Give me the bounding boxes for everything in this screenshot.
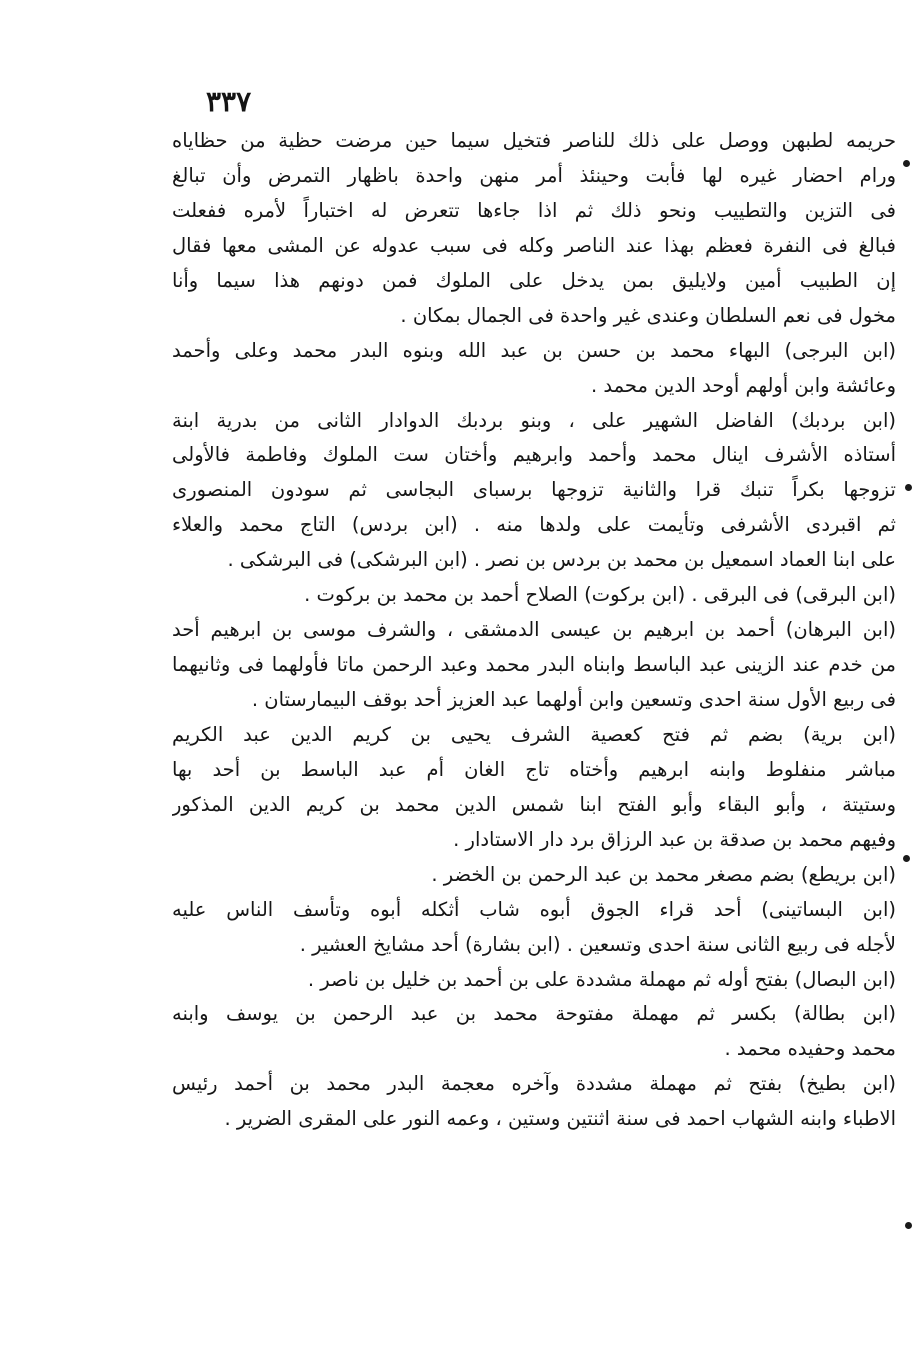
text-line: (ابن بطيخ) بفتح ثم مهملة مشددة وآخره معجمة البدر محمد بن أحمد رئيس	[172, 1072, 896, 1096]
text-line: (ابن البصال) بفتح أوله ثم مهملة مشددة على بن أحمد بن خليل بن ناصر .	[307, 967, 896, 991]
text-line: ورام احضار غيره لها فأبت وحينئذ أمر منهن واحدة باظهار التمرض وأن تبالغ	[172, 163, 896, 187]
text-line: ثم اقبردى الأشرفى وتأيمت على ولدها منه . (ابن بردس) التاج محمد والعلاء	[172, 513, 896, 537]
text-line: فى ربيع الأول سنة احدى وتسعين وابن أولهما عبد العزيز أحد بوقف البيمارستان .	[251, 688, 896, 711]
text-line: (ابن البرقى) فى البرقى . (ابن بركوت) الصلاح أحمد بن محمد بن بركوت .	[304, 583, 896, 607]
text-line: تزوجها بكراً تنبك قرا والثانية تزوجها برسباى البجاسى ثم سودون المنصورى	[172, 478, 896, 502]
text-line: وستيتة ، وأبو البقاء وأبو الفتح ابنا شمس الدين محمد بن كريم الدين المذكور	[172, 792, 896, 816]
text-line: لأجله فى ربيع الثانى سنة احدى وتسعين . (ابن بشارة) أحد مشايخ العشير .	[299, 932, 896, 956]
text-line: محمد وحفيده محمد .	[724, 1037, 896, 1061]
margin-mark	[903, 855, 910, 862]
text-line: (ابن البرجى) البهاء محمد بن حسن بن عبد الله وبنوه البدر محمد وعلى وأحمد	[172, 338, 896, 362]
text-line: (ابن البرهان) أحمد بن ابرهيم بن عيسى الدمشقى ، والشرف موسى بن ابرهيم أحد	[172, 618, 896, 642]
text-line: (ابن البساتينى) أحد قراء الجوق أبوه شاب أثكله أبوه وتأسف الناس عليه	[172, 897, 896, 921]
text-line: مباشر منفلوط وابنه ابرهيم وأختاه تاج الغان أم عبد الباسط بن أحد بها	[172, 757, 896, 781]
margin-mark	[903, 160, 910, 167]
text-line: وفيهم محمد بن صدقة بن عبد الرزاق برد دار الاستادار .	[453, 827, 896, 851]
text-line: الاطباء وابنه الشهاب احمد فى سنة اثنتين وستين ، وعمه النور على المقرى الضرير .	[224, 1107, 896, 1131]
text-line: مخول فى نعم السلطان وعندى غير واحدة فى الجمال بمكان .	[400, 303, 896, 327]
text-line: على ابنا العماد اسمعيل بن محمد بن بردس بن نصر . (ابن البرشكى) فى البرشكى .	[227, 548, 896, 572]
text-line: (ابن برية) بضم ثم فتح كعصية الشرف يحيى بن كريم الدين عبد الكريم	[172, 722, 896, 746]
margin-mark	[905, 1222, 912, 1229]
page-number: ٣٣٧	[206, 85, 252, 118]
margin-mark	[905, 484, 912, 491]
text-line: فى التزين والتطييب ونحو ذلك ثم اذا جاءها تتعرض له اختباراً لأمره ففعلت	[172, 198, 896, 222]
text-line: فبالغ فى النفرة فعظم بهذا عند الناصر وكله فى سبب عدوله عن المشى معها فقال	[172, 233, 896, 257]
text-line: من خدم عند الزينى عبد الباسط وابناه البدر محمد وعبد الرحمن ماتا فأولهما فى وثانيهما	[172, 653, 896, 677]
text-body	[172, 124, 896, 1137]
text-line: حريمه لطبهن ووصل على ذلك للناصر فتخيل سيما حين مرضت حظية من حظاياه	[172, 129, 896, 152]
text-line: وعائشة وابن أولهم أوحد الدين محمد .	[590, 373, 896, 397]
text-line: (ابن بريطع) بضم مصغر محمد بن عبد الرحمن بن الخضر .	[431, 862, 896, 886]
text-line: (ابن بطالة) بكسر ثم مهملة مفتوحة محمد بن عبد الرحمن بن يوسف وابنه	[172, 1002, 896, 1026]
text-line: أستاذه الأشرف اينال محمد وأحمد وابرهيم وأختان ست الملوك وفاطمة فالأولى	[172, 443, 896, 467]
text-line: إن الطبيب أمين ولايليق بمن يدخل على الملوك فمن دونهم هذا سيما وأنا	[172, 268, 896, 292]
text-line: (ابن بردبك) الفاضل الشهير على ، وبنو بردبك الدوادار الثانى من بدرية ابنة	[172, 408, 896, 432]
